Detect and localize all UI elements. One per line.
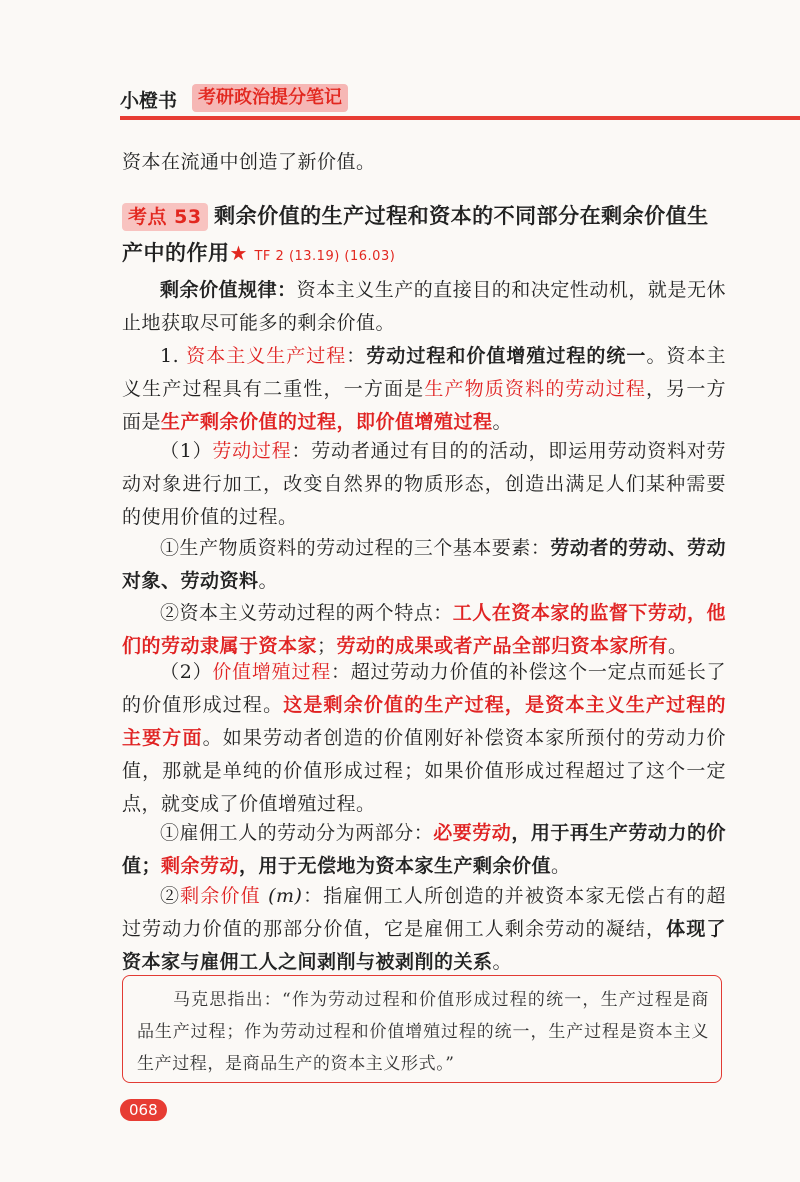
s1a-ii-text: ②资本主义劳动过程的两个特点：	[160, 602, 453, 624]
s1b-t1: ：超过劳动力价值的补偿这个一定点而延长了的价值形成过程。	[122, 661, 726, 716]
s1a-num: （1）	[160, 440, 213, 462]
s1-colon: ：	[346, 345, 367, 367]
s1b-i-red1: 必要劳动	[433, 822, 512, 844]
top-line	[122, 146, 726, 179]
law-label: 剩余价值规律：	[160, 279, 297, 301]
s1-bold: 劳动过程和价值增殖过程的统一	[366, 345, 647, 367]
s1b-term: 价值增殖过程	[212, 661, 331, 683]
s1-red2: 生产剩余价值的过程，即价值增殖过程	[161, 411, 493, 433]
kaodian-heading	[122, 198, 726, 275]
header-rule	[120, 116, 800, 120]
s1a-i-text: ①生产物质资料的劳动过程的三个基本要素：	[160, 537, 551, 559]
page-header	[120, 84, 800, 120]
kaodian-title-1: 剩余价值的生产过程和资本的不同部分在剩余价值生	[214, 204, 709, 228]
s1a-ii-end: 。	[668, 635, 688, 657]
s1b-i-t1: ①雇佣工人的劳动分为两部分：	[160, 822, 434, 844]
law-text: 资本主义生产的直接目的和决定性动机，就是无休止地获取尽可能多的剩余价值。	[122, 279, 726, 334]
brand-name: 小橙书	[120, 90, 178, 112]
s1-t1: 。资本主义生产过程具有二重性，一方面是	[122, 345, 726, 400]
s1b-ii-sym: (m)	[260, 885, 303, 907]
s1b-i-bold1: ，用于再生产劳动力的价值；	[122, 822, 726, 877]
section-1b-ii	[122, 880, 726, 979]
tf-frequency: TF 2 (13.19) (16.03)	[254, 249, 396, 264]
s1a-term: 劳动过程	[212, 440, 292, 462]
s1b-ii-t1: ②	[160, 885, 181, 907]
s1b-t2: 。如果劳动者创造的价值刚好补偿资本家所预付的劳动力价值，那就是单纯的价值形成过程；如果价值形成过程超过了这个一定点，就变成了价值增殖过程。	[122, 727, 726, 815]
s1-t3: 。	[492, 411, 513, 433]
s1a-ii-red2: 劳动的成果或者产品全部归资本家所有	[336, 635, 669, 657]
s1a-ii-red1: 工人在资本家的监督下劳动，他们的劳动隶属于资本家	[122, 602, 726, 657]
s1b-i-red2: 剩余劳动	[161, 855, 240, 877]
s1b-ii-end: 。	[492, 951, 513, 973]
s1-term: 资本主义生产过程	[186, 345, 347, 367]
section-1a-ii	[122, 597, 726, 663]
quote-text: 马克思指出：“作为劳动过程和价值形成过程的统一，生产过程是商品生产过程；作为劳动过程和价值增殖过程的统一，生产过程是资本主义生产过程，是商品生产的资本主义形式。”	[137, 990, 709, 1074]
section-1	[122, 340, 726, 439]
s1b-ii-red: 剩余价值	[180, 885, 261, 907]
s1-red1: 生产物质资料的劳动过程	[424, 378, 647, 400]
s1-num: 1.	[160, 345, 187, 367]
top-line-text: 资本在流通中创造了新价值。	[122, 151, 376, 173]
s1b-ii-t2: ：指雇佣工人所创造的并被资本家无偿占有的超过劳动力价值的那部分价值，它是雇佣工人剩余劳动的凝结，	[122, 885, 726, 940]
s1b-i-end: 。	[551, 855, 571, 877]
s1b-num: （2）	[160, 661, 213, 683]
s1b-i-bold2: ，用于无偿地为资本家生产剩余价值	[239, 855, 552, 877]
kaodian-tag: 考点 53	[122, 203, 208, 231]
star-icon: ★	[229, 241, 248, 265]
page-number: 068	[120, 1099, 167, 1121]
s1a-ii-sep: ；	[317, 635, 337, 657]
quote-box	[122, 975, 722, 1083]
s1a-i-end: 。	[258, 570, 279, 592]
s1a-text: ：劳动者通过有目的的活动，即运用劳动资料对劳动对象进行加工，改变自然界的物质形态，创造出满足人们某种需要的使用价值的过程。	[122, 440, 726, 528]
s1a-i-bold: 劳动者的劳动、劳动对象、劳动资料	[122, 537, 726, 592]
series-title: 考研政治提分笔记	[192, 84, 348, 112]
s1b-ii-bold: 体现了资本家与雇佣工人之间剥削与被剥削的关系	[122, 918, 726, 973]
section-1a	[122, 435, 726, 534]
section-1b	[122, 656, 726, 821]
section-1a-i	[122, 532, 726, 598]
s1b-red: 这是剩余价值的生产过程，是资本主义生产过程的主要方面	[122, 694, 726, 749]
section-1b-i	[122, 817, 726, 883]
law-paragraph	[122, 274, 726, 340]
s1-t2: ，另一方面是	[122, 378, 726, 433]
kaodian-title-2: 产中的作用	[122, 241, 230, 265]
